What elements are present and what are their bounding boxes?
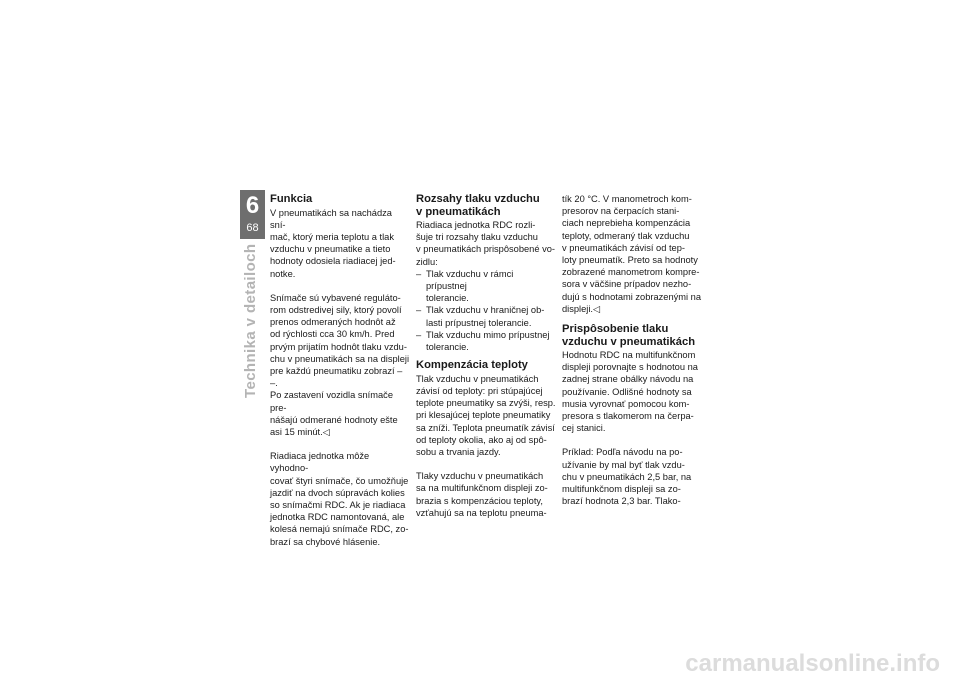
paragraph: Riadiaca jednotka RDC rozli- šuje tri rozsahy tlaku vzduchu v pneumatikách prispôsobené vo- zidlu:: [416, 220, 556, 267]
list-item: – Tlak vzduchu v hraničnej ob- lasti prípustnej tolerancie.: [416, 304, 556, 328]
paragraph: Riadiaca jednotka môže vyhodno- covať štyri snímače, čo umožňuje jazdiť na dvoch súpravách kolies so snímačmi RDC. Ak je riadiaca jednotka RDC namontovaná, ale kolesá nemajú snímače RDC, zo- brazí sa chybové hlásenie.: [270, 451, 409, 547]
list-item: – Tlak vzduchu v rámci prípustnej tolerancie.: [416, 268, 556, 305]
paragraph: Príklad: Podľa návodu na po- užívanie by mal byť tlak vzdu- chu v pneumatikách 2,5 bar, na multifunkčnom displeji sa zo- brazí hodnota 2,3 bar. Tlako-: [562, 447, 692, 507]
chapter-side-title: Technika v detailoch: [242, 243, 259, 398]
heading-prisposobenie-tlaku: Prispôsobenie tlaku vzduchu v pneumatikách: [562, 323, 696, 348]
paragraph: tík 20 °C. V manometroch kom- presorov na čerpacích stani- ciach neprebieha kompenzácia teploty, odmeraný tlak vzduchu v pneumatikách závisí od tep- loty pneumatík. Preto sa hodnoty zobrazené manometrom kompre- sora v väčšine prípadov nezho- dujú s hodnotami zobrazenými na displeji.◁: [562, 194, 702, 314]
chapter-number: 6: [245, 192, 260, 219]
chapter-badge: [240, 190, 265, 239]
paragraph: V pneumatikách sa nachádza sní- mač, ktorý meria teplotu a tlak vzduchu v pneumatike a tieto hodnoty odosiela riadiacej jed- notke.: [270, 207, 396, 279]
page-number: 68: [246, 222, 259, 234]
heading-kompenzacia-teploty: Kompenzácia teploty: [416, 359, 528, 372]
heading-rozsahy-tlaku: Rozsahy tlaku vzduchu v pneumatikách: [416, 193, 540, 218]
heading-funkcia: Funkcia: [270, 193, 313, 205]
paragraph: Tlak vzduchu v pneumatikách závisí od teploty: pri stúpajúcej teplote pneumatiky sa zvýši, resp. pri klesajúcej teplote pneumatiky sa zníži. Teplota pneumatík závisí od teploty okolia, ako aj od spô- sobu a trvania jazdy.: [416, 373, 556, 457]
column-2: [416, 193, 556, 531]
column-1: [270, 193, 410, 560]
list-item: – Tlak vzduchu mimo prípustnej tolerancie.: [416, 329, 556, 353]
paragraph: Tlaky vzduchu v pneumatikách sa na multifunkčnom displeji zo- brazia s kompenzáciou teploty, vzťahujú sa na teplotu pneuma-: [416, 471, 548, 518]
watermark: carmanualsonline.info: [685, 650, 940, 677]
paragraph: Hodnotu RDC na multifunkčnom displeji porovnajte s hodnotou na zadnej strane obálky návodu na používanie. Odlišné hodnoty sa musia vyrovnať pomocou kom- presora s tlakomerom na čerpa- cej stanici.: [562, 350, 698, 434]
column-3: [562, 193, 702, 519]
pressure-range-list: [416, 268, 556, 353]
paragraph: Snímače sú vybavené reguláto- rom odstredivej sily, ktorý povolí prenos odmeraných hodnôt až od rýchlosti cca 30 km/h. Pred prvým prijatím hodnôt tlaku vzdu- chu v pneumatikách sa na displeji pre každú pneumatiku zobrazí – –. Po zastavení vozidla snímače pre- nášajú odmerané hodnoty ešte asi 15 minút.◁: [270, 292, 410, 437]
